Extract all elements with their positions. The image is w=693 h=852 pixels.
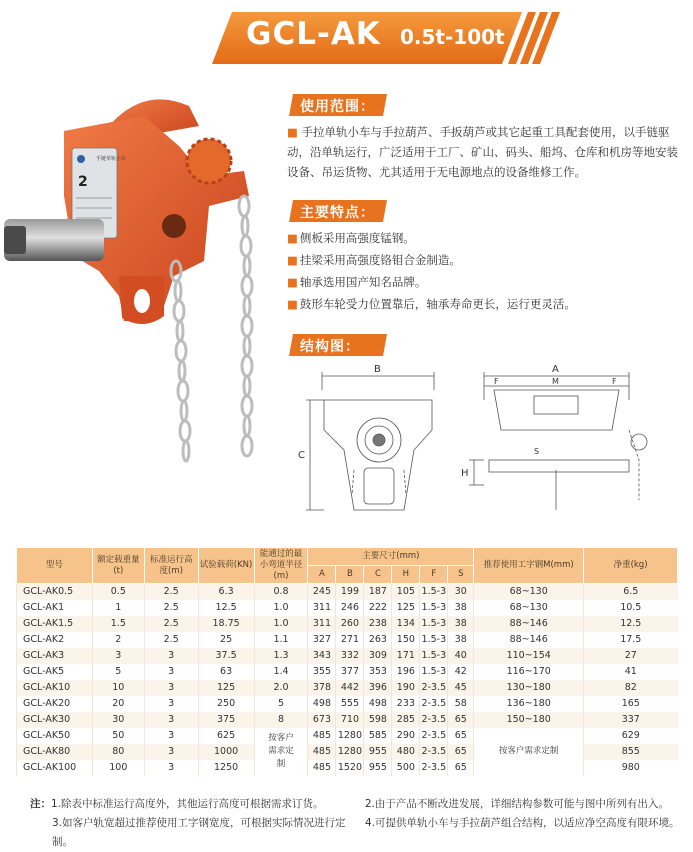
cell-c: 955	[364, 744, 392, 760]
usage-title: 使用范围：	[300, 99, 375, 115]
cell-model: GCL-AK100	[17, 760, 93, 776]
cell-beam: 88~146	[474, 616, 584, 632]
dim-label-m: M	[552, 377, 559, 386]
cell-radius: 8	[254, 712, 308, 728]
cell-radius: 1.1	[254, 632, 308, 648]
cell-f: 1.5-3	[420, 616, 448, 632]
cell-model: GCL-AK3	[17, 648, 93, 664]
cell-f: 1.5-3	[420, 632, 448, 648]
cell-b: 1280	[336, 744, 364, 760]
cell-a: 355	[308, 664, 336, 680]
cell-s: 65	[448, 712, 474, 728]
cell-load: 3	[92, 648, 144, 664]
feature-item: ■ 鼓形车轮受力位置靠后，轴承寿命更长，运行更灵活。	[287, 297, 576, 311]
cell-model: GCL-AK0.5	[17, 584, 93, 600]
cell-c: 263	[364, 632, 392, 648]
cell-c: 353	[364, 664, 392, 680]
notes-lead: 注：	[30, 798, 51, 810]
cell-a: 311	[308, 600, 336, 616]
cell-load: 20	[92, 696, 144, 712]
table-row	[17, 584, 678, 600]
col-header-min-radius: 能通过的最小弯道半径(m)	[254, 548, 308, 584]
cell-s: 45	[448, 680, 474, 696]
col-header-std-height: 标准运行高度(m)	[144, 548, 198, 584]
structure-drawing	[294, 360, 689, 530]
cell-beam: 68~130	[474, 600, 584, 616]
note-4: 4.可提供单轨小车与手拉葫芦组合结构，以适应净空高度有限环境。	[365, 817, 680, 829]
cell-c: 955	[364, 760, 392, 776]
cell-weight: 6.5	[584, 584, 678, 600]
cell-load: 1.5	[92, 616, 144, 632]
cell-radius: 1.0	[254, 600, 308, 616]
cell-radius: 2.0	[254, 680, 308, 696]
product-model: GCL-AK	[246, 16, 381, 52]
cell-load: 1	[92, 600, 144, 616]
cell-beam: 116~170	[474, 664, 584, 680]
cell-weight: 980	[584, 760, 678, 776]
col-header-test-load: 试验载荷(KN)	[198, 548, 254, 584]
cell-h: 125	[392, 600, 420, 616]
cell-f: 2-3.5	[420, 728, 448, 744]
cell-test: 125	[198, 680, 254, 696]
col-header-h: H	[392, 566, 420, 584]
cell-load: 0.5	[92, 584, 144, 600]
cell-test: 1000	[198, 744, 254, 760]
cell-b: 555	[336, 696, 364, 712]
cell-model: GCL-AK80	[17, 744, 93, 760]
col-header-c: C	[364, 566, 392, 584]
cell-height: 3	[144, 728, 198, 744]
cell-model: GCL-AK2	[17, 632, 93, 648]
cell-a: 485	[308, 728, 336, 744]
cell-s: 65	[448, 744, 474, 760]
cell-c: 598	[364, 712, 392, 728]
cell-model: GCL-AK1	[17, 600, 93, 616]
col-header-rated-load: 额定载重量(t)	[92, 548, 144, 584]
bullet-icon: ■	[287, 125, 298, 139]
cell-s: 42	[448, 664, 474, 680]
table-row	[17, 664, 678, 680]
col-header-dims: 主要尺寸(mm)	[308, 548, 474, 566]
cell-beam: 110~154	[474, 648, 584, 664]
cell-s: 65	[448, 760, 474, 776]
cell-height: 3	[144, 680, 198, 696]
cell-s: 65	[448, 728, 474, 744]
cell-test: 63	[198, 664, 254, 680]
usage-text-block	[287, 122, 682, 182]
note-3: 3.如客户轨宽超过推荐使用工字钢宽度，可根据实际情况进行定制。	[52, 817, 346, 848]
col-header-weight: 净重(kg)	[584, 548, 678, 584]
cell-s: 38	[448, 632, 474, 648]
cell-height: 2.5	[144, 616, 198, 632]
cell-model: GCL-AK20	[17, 696, 93, 712]
cell-a: 311	[308, 616, 336, 632]
table-row	[17, 728, 678, 744]
cell-f: 1.5-3	[420, 664, 448, 680]
cell-s: 40	[448, 648, 474, 664]
cell-f: 2-3.5	[420, 680, 448, 696]
cell-weight: 10.5	[584, 600, 678, 616]
cell-model: GCL-AK10	[17, 680, 93, 696]
cell-load: 5	[92, 664, 144, 680]
cell-weight: 12.5	[584, 616, 678, 632]
cell-c: 396	[364, 680, 392, 696]
cell-beam: 136~180	[474, 696, 584, 712]
cell-radius: 1.0	[254, 616, 308, 632]
table-row	[17, 616, 678, 632]
cell-load: 2	[92, 632, 144, 648]
col-header-f: F	[420, 566, 448, 584]
cell-b: 260	[336, 616, 364, 632]
note-2: 2.由于产品不断改进发展，详细结构参数可能与图中所列有出入。	[364, 798, 669, 810]
table-row	[17, 696, 678, 712]
col-header-model: 型号	[17, 548, 93, 584]
dim-label-h: H	[461, 468, 469, 479]
cell-beam: 68~130	[474, 584, 584, 600]
structure-title: 结构图：	[300, 339, 360, 355]
usage-heading	[289, 94, 387, 116]
cell-weight: 17.5	[584, 632, 678, 648]
bullet-icon: ■	[287, 275, 298, 289]
cell-radius: 5	[254, 696, 308, 712]
cell-h: 171	[392, 648, 420, 664]
table-row	[17, 680, 678, 696]
cell-a: 327	[308, 632, 336, 648]
cell-test: 37.5	[198, 648, 254, 664]
cell-c: 309	[364, 648, 392, 664]
cell-b: 1520	[336, 760, 364, 776]
cell-a: 485	[308, 744, 336, 760]
note-1: 1.除表中标准运行高度外，其他运行高度可根据需求订货。	[51, 798, 324, 810]
cell-a: 673	[308, 712, 336, 728]
title-banner	[210, 8, 563, 68]
dim-label-c: C	[298, 450, 305, 461]
features-title: 主要特点：	[300, 205, 375, 221]
cell-height: 2.5	[144, 600, 198, 616]
cell-model: GCL-AK30	[17, 712, 93, 728]
cell-beam: 130~180	[474, 680, 584, 696]
cell-b: 246	[336, 600, 364, 616]
chain-left	[171, 261, 190, 461]
cell-a: 485	[308, 760, 336, 776]
cell-b: 442	[336, 680, 364, 696]
cell-weight: 82	[584, 680, 678, 696]
cell-c: 238	[364, 616, 392, 632]
cell-beam: 88~146	[474, 632, 584, 648]
cell-b: 1280	[336, 728, 364, 744]
cell-h: 196	[392, 664, 420, 680]
capacity-range: 0.5t-100t	[400, 25, 505, 49]
cell-a: 378	[308, 680, 336, 696]
cell-load: 50	[92, 728, 144, 744]
cell-model: GCL-AK1.5	[17, 616, 93, 632]
cell-test: 12.5	[198, 600, 254, 616]
cell-s: 38	[448, 600, 474, 616]
spec-table	[16, 547, 678, 776]
cell-model: GCL-AK5	[17, 664, 93, 680]
cell-height: 2.5	[144, 632, 198, 648]
cell-c: 498	[364, 696, 392, 712]
cell-test: 625	[198, 728, 254, 744]
cell-test: 250	[198, 696, 254, 712]
cell-b: 271	[336, 632, 364, 648]
spec-table-body	[17, 584, 678, 776]
cell-f: 1.5-3	[420, 648, 448, 664]
dim-label-f-left: F	[494, 377, 499, 386]
cell-height: 3	[144, 760, 198, 776]
cell-weight: 855	[584, 744, 678, 760]
dim-label-s: S	[534, 447, 540, 456]
cell-weight: 337	[584, 712, 678, 728]
cell-h: 190	[392, 680, 420, 696]
cell-a: 245	[308, 584, 336, 600]
product-photo	[4, 86, 284, 466]
cell-weight: 27	[584, 648, 678, 664]
cell-height: 3	[144, 648, 198, 664]
cell-height: 3	[144, 696, 198, 712]
cell-weight: 165	[584, 696, 678, 712]
cell-f: 2-3.5	[420, 712, 448, 728]
dim-label-b: B	[374, 364, 381, 375]
cell-load: 100	[92, 760, 144, 776]
cell-h: 150	[392, 632, 420, 648]
cell-s: 58	[448, 696, 474, 712]
cell-f: 2-3.5	[420, 744, 448, 760]
cell-test: 375	[198, 712, 254, 728]
bullet-icon: ■	[287, 297, 298, 311]
col-header-a: A	[308, 566, 336, 584]
cell-h: 500	[392, 760, 420, 776]
usage-text: 手拉单轨小车与手拉葫芦、手扳葫芦或其它起重工具配套使用，以手链驱动，沿单轨运行，广泛适用于工厂、矿山、码头、船坞、仓库和机房等地安装设备、吊运货物、尤其适用于无电源地点的设备维修工作。	[287, 125, 678, 179]
feature-item: ■ 轴承选用国产知名品牌。	[287, 275, 427, 289]
cell-height: 2.5	[144, 584, 198, 600]
footnotes	[30, 795, 680, 852]
bullet-icon: ■	[287, 231, 298, 245]
nameplate-title: 手链单轨小车	[96, 156, 127, 162]
cell-h: 105	[392, 584, 420, 600]
nameplate-number: 2	[78, 174, 88, 190]
cell-f: 1.5-3	[420, 600, 448, 616]
cell-a: 343	[308, 648, 336, 664]
features-list	[287, 227, 682, 315]
table-row	[17, 600, 678, 616]
cell-b: 710	[336, 712, 364, 728]
cell-s: 30	[448, 584, 474, 600]
custom-beam-note: 按客户需求定制	[474, 728, 584, 776]
bullet-icon: ■	[287, 253, 298, 267]
col-header-s: S	[448, 566, 474, 584]
cell-c: 585	[364, 728, 392, 744]
structure-heading	[289, 334, 387, 356]
cell-h: 480	[392, 744, 420, 760]
cell-b: 199	[336, 584, 364, 600]
cell-f: 2-3.5	[420, 696, 448, 712]
cell-s: 38	[448, 616, 474, 632]
cell-load: 30	[92, 712, 144, 728]
cell-h: 233	[392, 696, 420, 712]
cell-load: 10	[92, 680, 144, 696]
dim-label-a: A	[552, 364, 559, 375]
dim-label-f-right: F	[612, 377, 617, 386]
cell-height: 3	[144, 744, 198, 760]
cell-f: 2-3.5	[420, 760, 448, 776]
cell-c: 222	[364, 600, 392, 616]
table-row	[17, 648, 678, 664]
spec-table-wrapper	[16, 547, 678, 776]
col-header-beam: 推荐使用工字钢M(mm)	[474, 548, 584, 584]
table-row	[17, 632, 678, 648]
cell-test: 1250	[198, 760, 254, 776]
side-view	[461, 364, 647, 510]
cell-test: 6.3	[198, 584, 254, 600]
features-heading	[289, 200, 387, 222]
cell-load: 80	[92, 744, 144, 760]
feature-item: ■ 侧板采用高强度锰钢。	[287, 231, 415, 245]
cell-h: 134	[392, 616, 420, 632]
cell-model: GCL-AK50	[17, 728, 93, 744]
cell-h: 285	[392, 712, 420, 728]
cell-f: 1.5-3	[420, 584, 448, 600]
cell-h: 290	[392, 728, 420, 744]
cell-c: 187	[364, 584, 392, 600]
cell-test: 25	[198, 632, 254, 648]
cell-b: 377	[336, 664, 364, 680]
front-view	[298, 364, 434, 510]
cell-b: 332	[336, 648, 364, 664]
custom-radius-note: 按客户需求定制	[254, 728, 308, 776]
cell-a: 498	[308, 696, 336, 712]
col-header-b: B	[336, 566, 364, 584]
chain-right	[239, 196, 252, 456]
cell-height: 3	[144, 712, 198, 728]
cell-radius: 1.3	[254, 648, 308, 664]
table-row	[17, 712, 678, 728]
cell-radius: 1.4	[254, 664, 308, 680]
cell-weight: 41	[584, 664, 678, 680]
cell-radius: 0.8	[254, 584, 308, 600]
cell-height: 3	[144, 664, 198, 680]
cell-weight: 629	[584, 728, 678, 744]
cell-test: 18.75	[198, 616, 254, 632]
cell-beam: 150~180	[474, 712, 584, 728]
feature-item: ■ 挂梁采用高强度铬钼合金制造。	[287, 253, 461, 267]
